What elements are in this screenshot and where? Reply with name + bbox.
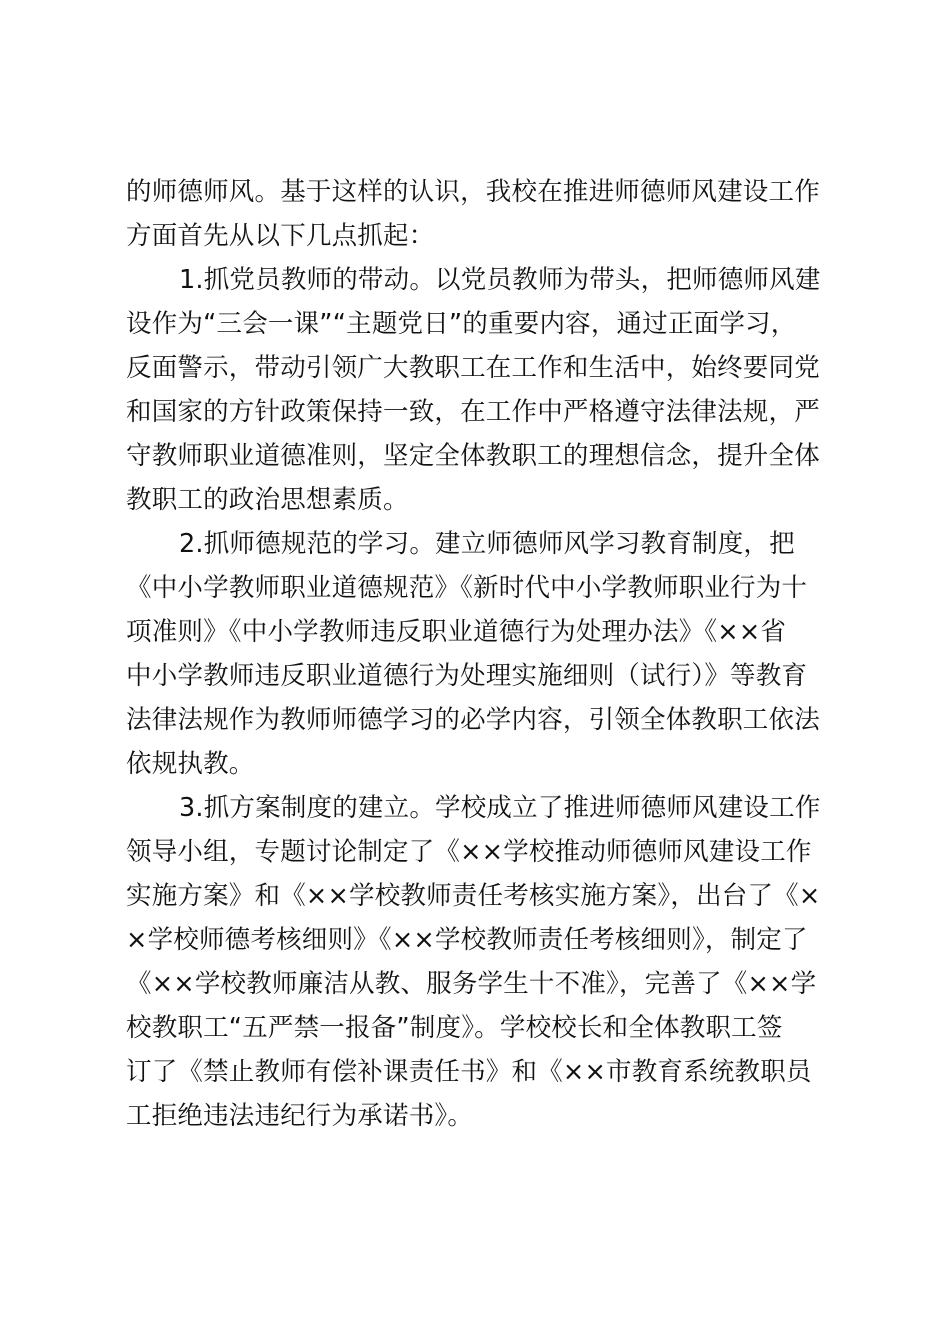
text-line: 工拒绝违法违纪行为承诺书》。 [126, 1101, 474, 1131]
text-line: 的师德师风。基于这样的认识，我校在推进师德师风建设工作 [126, 177, 820, 207]
text-line: 实施方案》和《××学校教师责任考核实施方案》，出台了《× [126, 881, 821, 911]
paragraph-start-line: 2.抓师德规范的学习。建立师德师风学习教育制度，把 [179, 529, 795, 559]
text-line: 项准则》《中小学教师违反职业道德行为处理办法》《××省 [126, 617, 787, 647]
paragraph-start-line: 1.抓党员教师的带动。以党员教师为带头，把师德师风建 [179, 265, 821, 295]
text-line: ×学校师德考核细则》《××学校教师责任考核细则》，制定了 [126, 925, 808, 955]
text-line: 法律法规作为教师师德学习的必学内容，引领全体教职工依法 [126, 705, 820, 735]
text-line: 《××学校教师廉洁从教、服务学生十不准》，完善了《××学 [126, 969, 817, 999]
text-line: 中小学教师违反职业道德行为处理实施细则（试行）》等教育 [126, 661, 808, 691]
text-line: 守教师职业道德准则，坚定全体教职工的理想信念，提升全体 [126, 441, 820, 471]
text-line: 和国家的方针政策保持一致，在工作中严格遵守法律法规，严 [126, 397, 820, 427]
text-line: 订了《禁止教师有偿补课责任书》和《××市教育系统教职员 [126, 1057, 812, 1087]
text-line: 依规执教。 [126, 749, 255, 779]
text-line: 校教职工“五严禁一报备”制度》。学校校长和全体教职工签 [126, 1013, 783, 1043]
body-text [126, 170, 836, 1138]
text-line: 领导小组，专题讨论制定了《××学校推动师德师风建设工作 [126, 837, 812, 867]
paragraph-start-line: 3.抓方案制度的建立。学校成立了推进师德师风建设工作 [179, 793, 821, 823]
text-line: 教职工的政治思想素质。 [126, 485, 409, 515]
text-line: 方面首先从以下几点抓起： [126, 221, 435, 251]
text-line: 《中小学教师职业道德规范》《新时代中小学教师职业行为十 [126, 573, 808, 603]
text-line: 反面警示，带动引领广大教职工在工作和生活中，始终要同党 [126, 353, 820, 383]
text-line: 设作为“三会一课”“主题党日”的重要内容，通过正面学习， [126, 309, 797, 339]
